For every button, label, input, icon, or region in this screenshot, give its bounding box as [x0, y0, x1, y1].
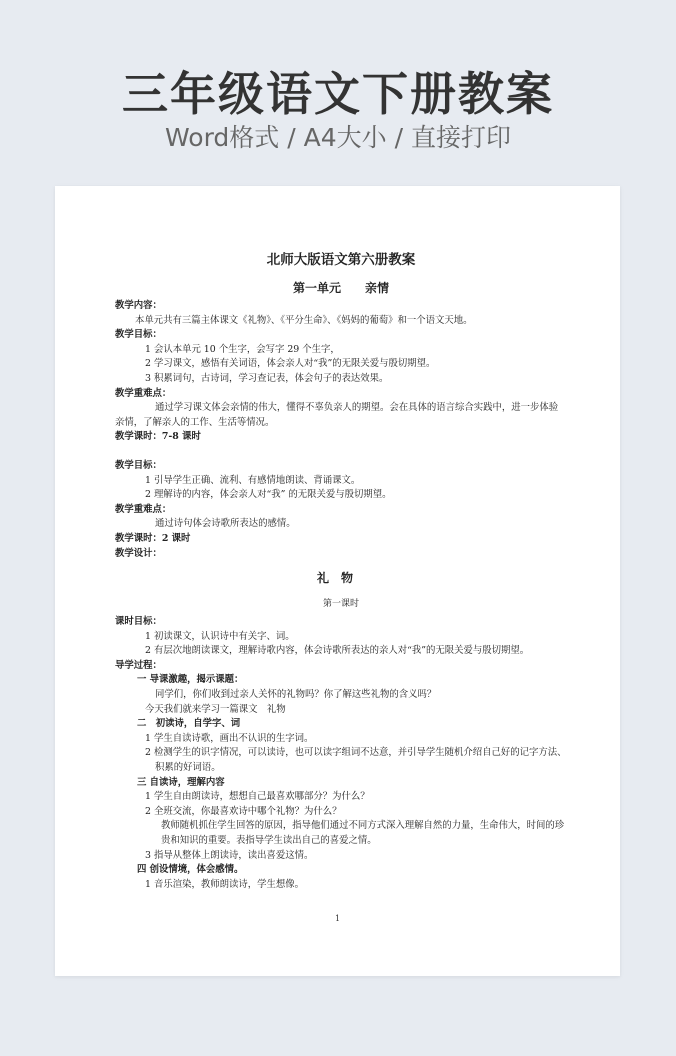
list-item: 3 积累词句，古诗词，学习查记表，体会句子的表达效果。 — [145, 372, 389, 384]
section-heading: 教学课时：7-8 课时 — [115, 431, 201, 443]
list-item: 1 初读课文，认识诗中有关字、词。 — [145, 630, 295, 642]
section-heading: 导学过程： — [115, 659, 162, 671]
list-item: 1 音乐渲染，教师朗读诗，学生想像。 — [145, 878, 304, 890]
step-heading: 一 导课激趣，揭示课题： — [137, 674, 244, 686]
section-heading: 教学重难点： — [115, 387, 172, 399]
paragraph: 教师随机抓住学生回答的原因，指导他们通过不同方式深入理解自然的力量，生命伟大，时间的珍贵和知识的重要。表指导学生读出自己的喜爱之情。 — [161, 820, 565, 846]
list-item: 1 会认本单元 10 个生字，会写字 29 个生字， — [145, 343, 340, 355]
document-title: 北师大版语文第六册教案 — [266, 252, 416, 268]
list-item: 1 引导学生正确、流利、有感情地朗读、背诵课文。 — [145, 474, 361, 486]
list-item: 2 学习课文，感悟有关词语，体会亲人对“我”的无限关爱与殷切期望。 — [145, 358, 436, 370]
step-heading: 四 创设情境，体会感情。 — [137, 864, 244, 876]
step-heading: 二 初读诗，自学字、词 — [137, 718, 241, 730]
period-label: 第一课时 — [322, 599, 359, 610]
paragraph: 今天我们就来学习一篇课文 礼物 — [145, 703, 286, 715]
section-heading: 教学重难点： — [115, 503, 172, 515]
page-number: 1 — [334, 914, 341, 923]
unit-title: 第一单元 亲情 — [292, 281, 389, 295]
section-heading: 课时目标： — [115, 616, 162, 628]
document-page — [55, 186, 620, 976]
section-heading: 教学目标： — [115, 459, 162, 471]
paragraph: 本单元共有三篇主体课文《礼物》、《平分生命》、《妈妈的葡萄》和一个语文天地。 — [135, 314, 473, 326]
list-item: 1 学生自读诗歌，画出不认识的生字词。 — [145, 732, 314, 744]
section-heading: 教学目标： — [115, 329, 162, 341]
lesson-title: 礼物 — [316, 571, 365, 586]
list-item: 3 指导从整体上朗读诗，读出喜爱这情。 — [145, 849, 314, 861]
page-title: 三年级语文下册教案 — [122, 67, 554, 121]
list-item: 2 有层次地朗读课文，理解诗歌内容，体会诗歌所表达的亲人对“我”的无限关爱与殷切期望。 — [145, 645, 530, 657]
paragraph: 通过学习课文体会亲情的伟大，懂得不辜负亲人的期望。会在具体的语言综合实践中，进一步体验亲情，了解亲人的工作、生活等情况。 — [115, 402, 559, 428]
section-heading: 教学内容： — [115, 300, 162, 311]
list-item: 1 学生自由朗读诗，想想自己最喜欢哪部分？为什么？ — [145, 791, 370, 803]
list-item: 2 全班交流，你最喜欢诗中哪个礼物？为什么？ — [145, 805, 342, 817]
paragraph: 通过诗句体会诗歌所表达的感情。 — [155, 518, 296, 530]
section-heading: 教学课时：2 课时 — [115, 532, 191, 544]
document-body — [115, 250, 567, 892]
spacer — [115, 445, 567, 459]
step-heading: 三 自读诗，理解内容 — [137, 776, 225, 788]
list-item: 2 理解诗的内容，体会亲人对“我” 的无限关爱与殷切期望。 — [145, 489, 392, 501]
page-subtitle: Word格式 / A4大小 / 直接打印 — [165, 123, 511, 152]
paragraph: 同学们，你们收到过亲人关怀的礼物吗？你了解这些礼物的含义吗？ — [155, 689, 437, 701]
list-item: 2 检测学生的识字情况，可以读诗，也可以读字组词不达意，并引导学生随机介绍自己好的记字方法、积累的好词语。 — [145, 747, 567, 774]
section-heading: 教学设计： — [115, 547, 162, 559]
